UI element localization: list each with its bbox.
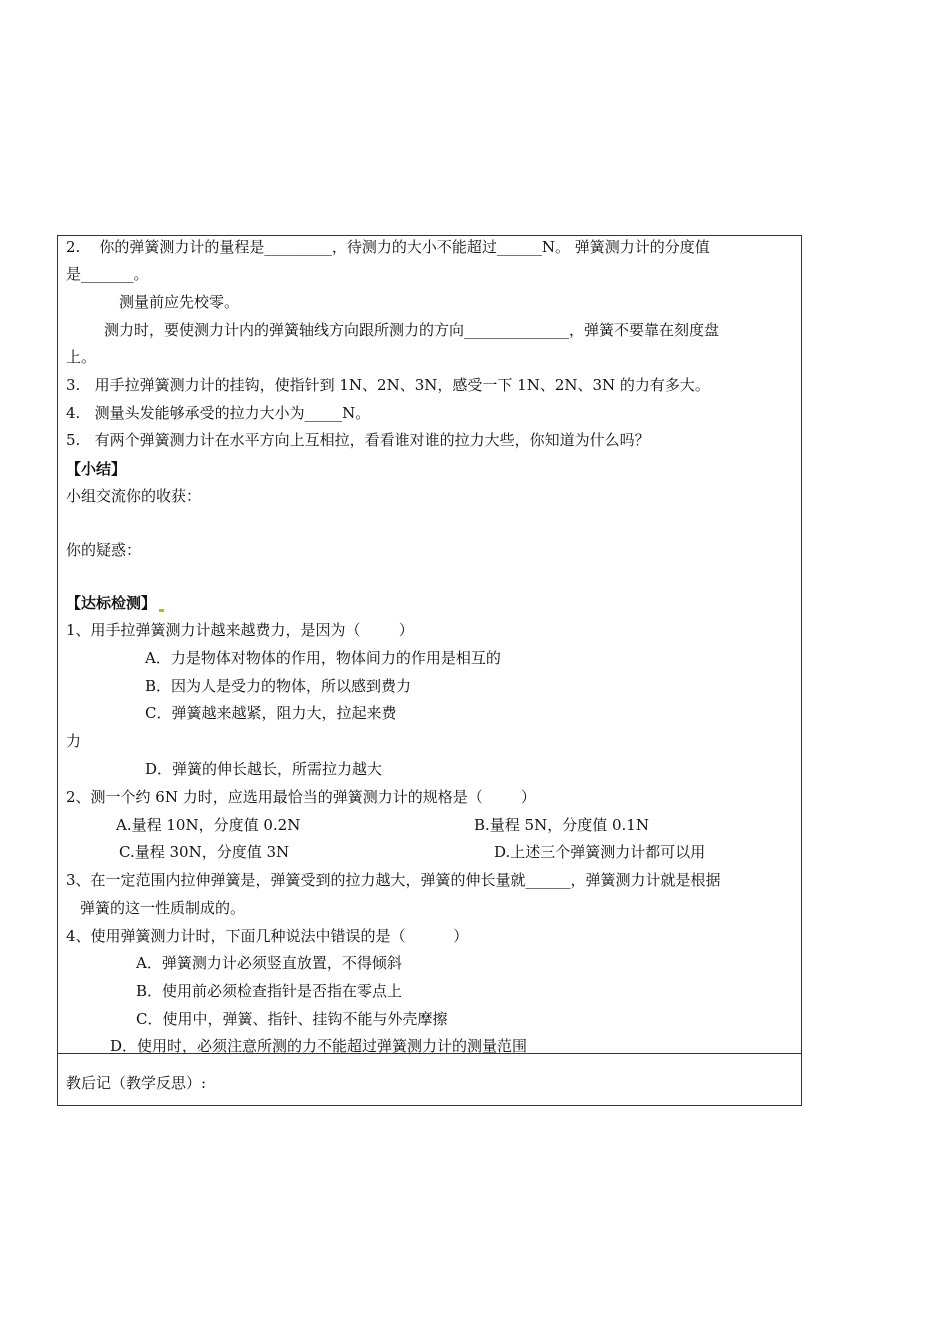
a-q1-option-d: D．弹簧的伸长越长，所需拉力越大	[145, 760, 383, 778]
worksheet-table	[57, 235, 802, 1106]
summary-doubts: 你的疑惑：	[66, 541, 142, 559]
assessment-heading	[66, 593, 164, 613]
a-q1-option-c: C．弹簧越来越紧，阻力大，拉起来费	[145, 704, 397, 722]
q3-text: 3. 用手拉弹簧测力计的挂钩，使指针到 1N、2N、3N，感受一下 1N、2N、3N 的力有多大。	[66, 376, 710, 394]
a-q4-option-c: C．使用中，弹簧、指针、挂钩不能与外壳摩擦	[136, 1010, 448, 1028]
a-q3-line2: 弹簧的这一性质制成的。	[80, 899, 246, 917]
a-q1-option-b: B．因为人是受力的物体，所以感到费力	[145, 677, 412, 695]
zero-note: 测量前应先校零。	[119, 293, 240, 311]
a-q2-stem: 2、测一个约 6N 力时，应选用最恰当的弹簧测力计的规格是（ ）	[66, 788, 536, 806]
a-q2-option-c: C.量程 30N，分度值 3N	[119, 843, 290, 861]
summary-heading: 【小结】	[66, 460, 127, 478]
a-q2-option-a: A.量程 10N，分度值 0.2N	[116, 816, 301, 834]
assessment-heading-text: 【达标检测】	[66, 594, 157, 612]
a-q1-option-a: A．力是物体对物体的作用，物体间力的作用是相互的	[145, 649, 501, 667]
direction-line2: 上。	[66, 348, 97, 366]
a-q4-stem: 4、使用弹簧测力计时，下面几种说法中错误的是（ ）	[66, 927, 469, 945]
a-q1-option-c-cont: 力	[66, 732, 82, 750]
a-q2-option-d: D.上述三个弹簧测力计都可以用	[494, 843, 706, 861]
a-q3-line1: 3、在一定范围内拉伸弹簧是，弹簧受到的拉力越大，弹簧的伸长量就______，弹簧测力计就是根据	[66, 871, 721, 889]
direction-line1: 测力时，要使测力计内的弹簧轴线方向跟所测力的方向______________，弹簧不要靠在刻度盘	[104, 321, 720, 339]
q2-line1: 2. 你的弹簧测力计的量程是_________，待测力的大小不能超过______N。 弹簧测力计的分度值	[66, 238, 710, 256]
summary-gains: 小组交流你的收获：	[66, 487, 202, 505]
a-q4-option-d: D．使用时，必须注意所测的力不能超过弹簧测力计的测量范围	[110, 1037, 528, 1055]
a-q2-option-b: B.量程 5N，分度值 0.1N	[474, 816, 649, 834]
q4-text: 4. 测量头发能够承受的拉力大小为_____N。	[66, 404, 371, 422]
reflection-label: 教后记（教学反思）:	[66, 1074, 207, 1092]
q5-text: 5. 有两个弹簧测力计在水平方向上互相拉，看看谁对谁的拉力大些，你知道为什么吗？	[66, 431, 650, 449]
a-q4-option-a: A．弹簧测力计必须竖直放置，不得倾斜	[136, 954, 402, 972]
q2-line2: 是_______。	[66, 265, 149, 283]
a-q4-option-b: B．使用前必须检查指针是否指在零点上	[136, 982, 403, 1000]
a-q1-stem: 1、用手拉弹簧测力计越来越费力，是因为（ ）	[66, 621, 414, 639]
edit-mark-icon	[159, 609, 164, 612]
